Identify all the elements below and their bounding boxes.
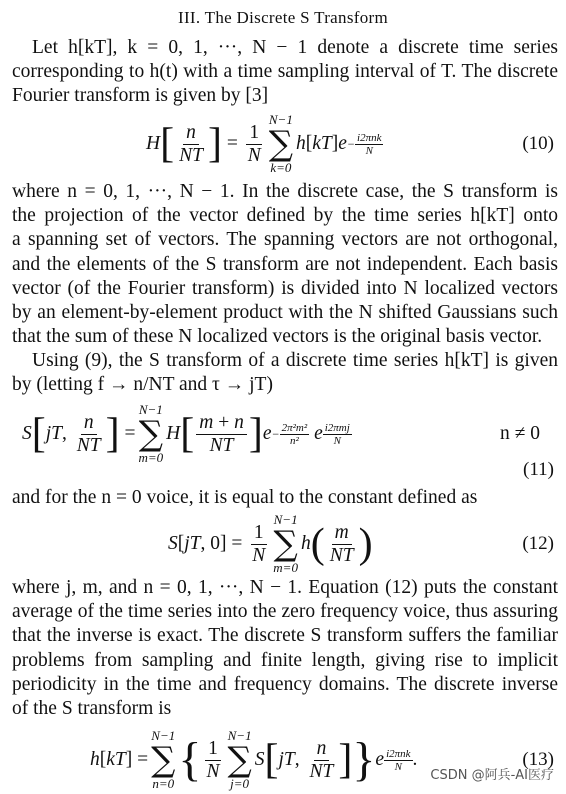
equation-12 <box>0 514 566 574</box>
equation-number: (11) <box>523 459 554 480</box>
paragraph-zero-voice <box>12 486 558 510</box>
section-title: III. The Discrete S Transform <box>178 8 388 27</box>
text-line: that the sum of these N localized vectors is the original basis vector. <box>12 326 543 348</box>
equation-12-body: S [ jT , 0] = $\frac{1}{N}$ N−1 ∑ m=0 h ( $\frac{m}{NT}$ ) <box>168 512 373 575</box>
text-line: average of the time series into the zero frequency voice, thus assuring <box>12 601 558 623</box>
paragraph-intro <box>12 36 558 60</box>
equation-number: (12) <box>522 533 554 554</box>
text-line: that the inverse is exact. The discrete S transform suffers the familiar <box>12 625 558 647</box>
text-line: and the elements of the S transform are not independent. Each basis <box>12 253 558 275</box>
paragraph-s-transform <box>12 180 558 349</box>
paragraph-using-9-cont <box>12 373 558 397</box>
equation-condition: n ≠ 0 <box>500 423 540 444</box>
paragraph-intro-cont <box>12 60 558 108</box>
text-line: the projection of the vector defined by the time series h[kT] onto <box>12 205 558 227</box>
equation-10 <box>0 114 566 174</box>
text-line: where n = 0, 1, ···, N − 1. In the discrete case, the S transform is <box>12 181 558 202</box>
paragraph-using-9 <box>12 349 558 373</box>
equation-10-body: H [ $\frac{n}{NT}$ ] = $\frac{1}{N}$ N−1 ∑ k=0 h [ kT ] e − i2πnk N <box>146 112 382 175</box>
text-line: by an element-by-element product with the N shifted Gaussians such <box>12 302 558 324</box>
equation-11 <box>0 402 566 480</box>
text-line: periodicity in the time and frequency domains. The discrete inverse <box>12 673 558 695</box>
text-line: vector (of the Fourier transform) is divided into N localized vectors <box>12 277 558 299</box>
equation-number: (10) <box>522 133 554 154</box>
text-line: Fourier transform is given by [3] <box>12 85 269 107</box>
paragraph-inverse <box>12 576 558 721</box>
csdn-watermark: CSDN @阿兵-AI医疗 <box>430 767 554 783</box>
text-line: where j, m, and n = 0, 1, ···, N − 1. Equation (12) puts the constant <box>12 577 558 598</box>
equation-13-body: h [ kT ] = N−1 ∑ n=0 { $\frac{1}{N}$ N−1 ∑ j=0 S [ jT , $\frac{n}{NT}$ ] } e i2πnk N . <box>90 728 418 791</box>
text-line: by (letting f → n/NT and τ → jT) <box>12 374 273 395</box>
text-line: and for the n = 0 voice, it is equal to the constant defined as <box>12 487 478 508</box>
equation-number: (13) <box>522 749 554 770</box>
text-line: a spanning set of vectors. The spanning vectors are not orthogonal, <box>12 229 558 251</box>
equation-11-body: S [ jT , $\frac{n}{NT}$ ] = N−1 ∑ m=0 H [ $\frac{m + n}{NT}$ ] e − $\frac{\text{2π²m²}}{\text{n²}}$ e i2πmj N <box>22 402 350 465</box>
text-line: Using (9), the S transform of a discrete time series h[kT] is given <box>32 350 558 371</box>
text-line: corresponding to h(t) with a time sampling interval of T. The discrete <box>12 61 558 82</box>
text-line: of the S transform is <box>12 698 172 720</box>
text-line: problems from sampling and finite length, giving rise to implicit <box>12 649 558 671</box>
text-line: Let h[kT], k = 0, 1, ···, N − 1 denote a discrete time series <box>32 37 558 58</box>
